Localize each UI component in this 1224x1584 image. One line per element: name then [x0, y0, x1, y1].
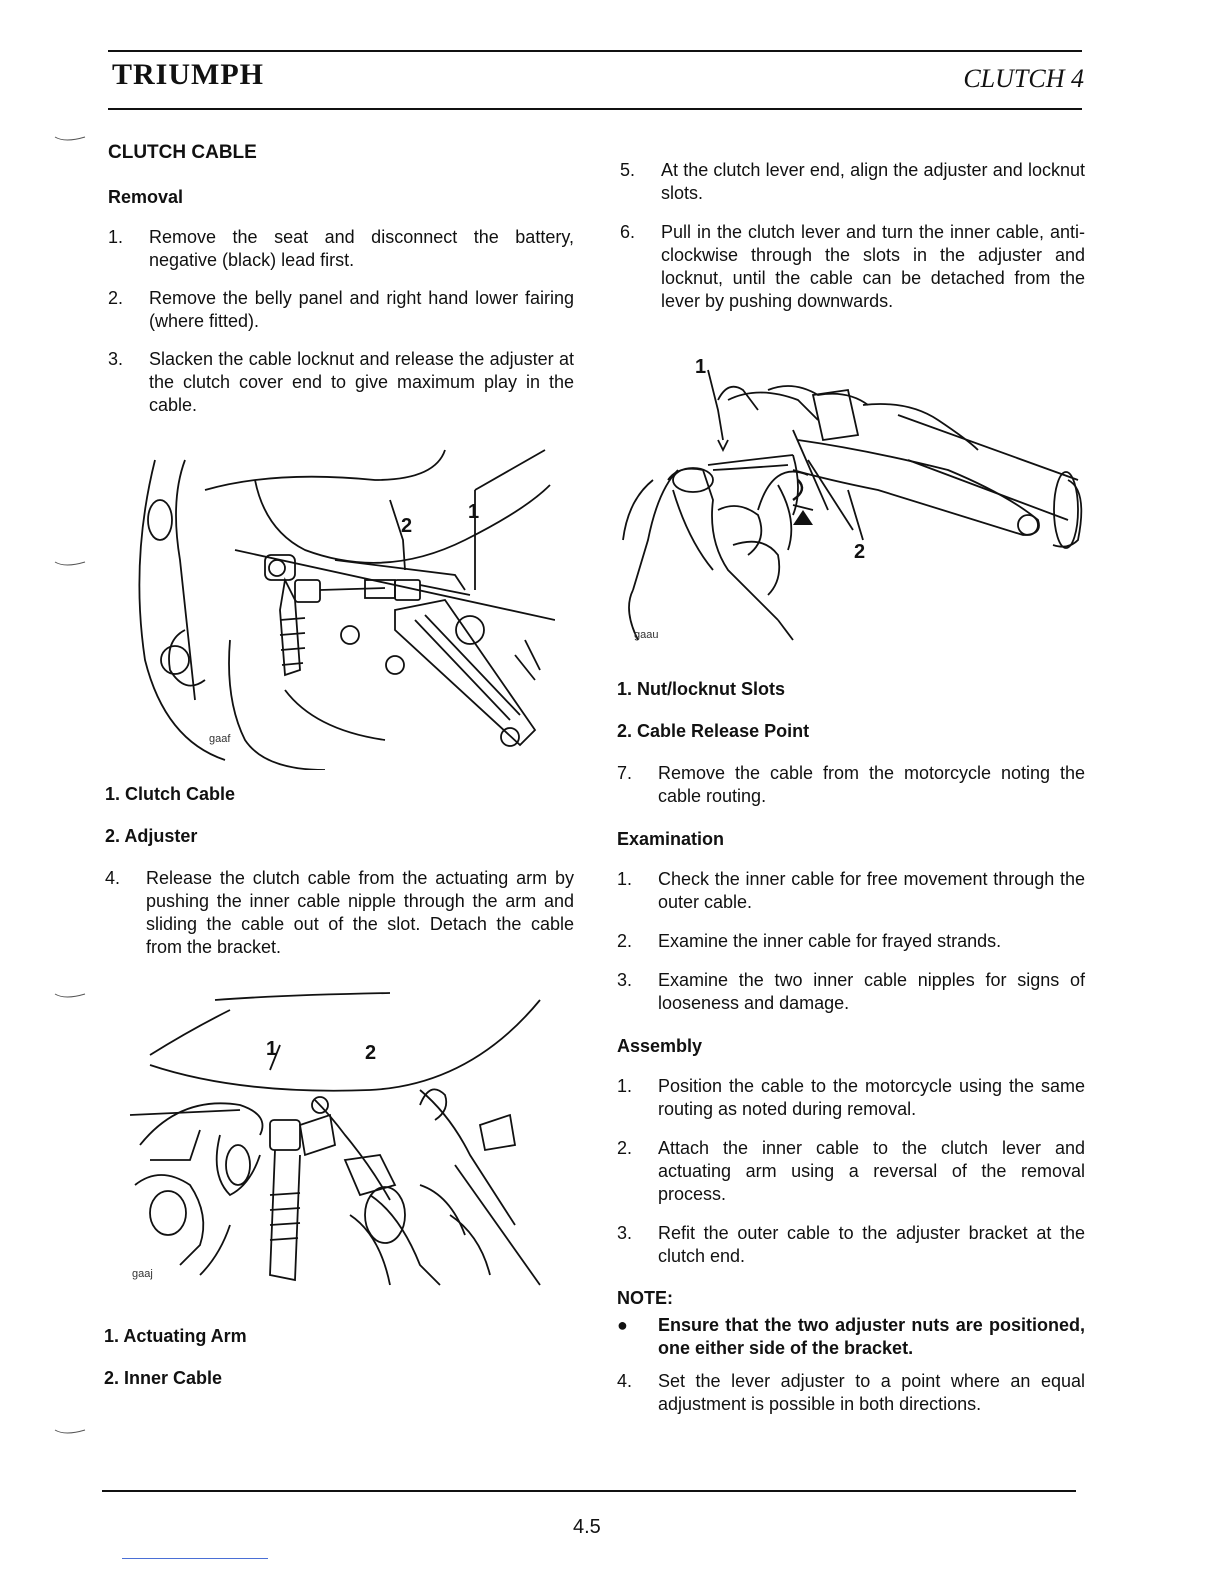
step-number: 1. [617, 869, 633, 889]
step-number: 4. [105, 868, 121, 888]
step [108, 348, 574, 417]
footer-rule [102, 1490, 1076, 1492]
left-column-captions [104, 1325, 574, 1390]
binder-mark [40, 992, 90, 1002]
step-text: Examine the two inner cable nipples for signs of looseness and damage. [658, 970, 1085, 1013]
step-number: 6. [620, 222, 636, 242]
step-text: Slacken the cable locknut and release the adjuster at the clutch cover end to give maximum play in the cable. [149, 349, 574, 415]
binder-mark [40, 1428, 90, 1438]
clutch-lever-illustration [618, 340, 1088, 660]
step-text: Attach the inner cable to the clutch lever and actuating arm using a reversal of the removal process. [658, 1138, 1085, 1204]
step-text: Remove the cable from the motorcycle noting the cable routing. [658, 763, 1085, 806]
step [617, 868, 1085, 914]
arrow-down-icon [793, 510, 813, 525]
step-text: Position the cable to the motorcycle using the same routing as noted during removal. [658, 1076, 1085, 1119]
assembly-steps [617, 1075, 1085, 1268]
figure-caption: 1. Actuating Arm [104, 1326, 247, 1346]
callout-1: 1 [266, 1038, 278, 1060]
callout-2: 2 [401, 515, 413, 537]
step-number: 2. [617, 1138, 633, 1158]
figure-caption: 2. Adjuster [105, 826, 198, 846]
step-text: Release the clutch cable from the actuating arm by pushing the inner cable nipple through the arm and sliding the cable out of the slot. Detach the cable from the bracket. [146, 868, 574, 957]
step [105, 867, 574, 959]
step-text: Set the lever adjuster to a point where an equal adjustment is possible in both directions. [658, 1371, 1085, 1414]
step [617, 1075, 1085, 1121]
step [617, 1222, 1085, 1268]
bullet-icon: ● [617, 1315, 628, 1335]
assembly-heading: Assembly [617, 1036, 703, 1056]
examination-heading: Examination [617, 829, 725, 849]
step-text: Check the inner cable for free movement through the outer cable. [658, 869, 1085, 912]
actuating-arm-illustration [120, 985, 550, 1295]
note-text: Ensure that the two adjuster nuts are positioned, one either side of the bracket. [658, 1315, 1085, 1358]
step [617, 1137, 1085, 1206]
figure-caption: 1. Clutch Cable [105, 784, 236, 804]
clutch-cable-illustration [125, 440, 555, 770]
step-text: Pull in the clutch lever and turn the inner cable, anti-clockwise through the slots in the adjuster and locknut, until the cable can be detached from the lever by pushing downwards. [661, 222, 1085, 311]
left-column-lower [105, 783, 574, 959]
callout-2: 2 [854, 541, 866, 563]
right-column-lower [617, 678, 1085, 1416]
step-text: At the clutch lever end, align the adjuster and locknut slots. [661, 160, 1085, 203]
step [108, 226, 574, 272]
scan-artifact-line [122, 1558, 268, 1559]
header-bottom-rule [108, 108, 1082, 110]
callout-1: 1 [695, 356, 707, 378]
figure-clutch-cable-adjuster [125, 440, 555, 770]
step-number: 5. [620, 160, 636, 180]
section-title: CLUTCH CABLE [108, 142, 257, 163]
page-number: 4.5 [573, 1516, 601, 1538]
chapter-title: CLUTCH 4 [963, 64, 1084, 93]
callout-2: 2 [365, 1042, 377, 1064]
step-number: 3. [617, 1223, 633, 1243]
header-top-rule [108, 50, 1082, 52]
note-item [617, 1314, 1085, 1360]
figure-caption: 1. Nut/locknut Slots [617, 679, 786, 699]
step-text: Remove the belly panel and right hand lower fairing (where fitted). [149, 288, 574, 331]
step [108, 287, 574, 333]
step [617, 969, 1085, 1015]
step-number: 1. [108, 227, 124, 247]
step-text: Refit the outer cable to the adjuster bracket at the clutch end. [658, 1223, 1085, 1266]
step [620, 221, 1085, 313]
examination-steps [617, 868, 1085, 1015]
figure-caption: 2. Cable Release Point [617, 721, 810, 741]
figure-lever-slots [618, 340, 1088, 660]
step [617, 1370, 1085, 1416]
step-number: 3. [617, 970, 633, 990]
triumph-logo: TRIUMPH [112, 58, 264, 91]
figure-actuating-arm [120, 985, 550, 1295]
note-label: NOTE: [617, 1288, 673, 1308]
removal-steps [108, 226, 574, 417]
figure-code: gaaj [132, 1268, 153, 1280]
figure-caption: 2. Inner Cable [104, 1368, 223, 1388]
left-column [108, 141, 574, 417]
step-number: 3. [108, 349, 124, 369]
figure-code: gaau [634, 629, 659, 641]
figure-code: gaaf [209, 733, 231, 745]
step [617, 762, 1085, 808]
step-number: 2. [617, 931, 633, 951]
step-number: 1. [617, 1076, 633, 1096]
removal-heading: Removal [108, 187, 184, 207]
step-text: Examine the inner cable for frayed strands. [658, 931, 1002, 951]
binder-mark [40, 135, 90, 145]
step [617, 930, 1085, 953]
step-text: Remove the seat and disconnect the battery, negative (black) lead first. [149, 227, 574, 270]
right-column-top [620, 159, 1085, 313]
callout-1: 1 [468, 501, 480, 523]
step [620, 159, 1085, 205]
step-number: 4. [617, 1371, 633, 1391]
step-number: 7. [617, 763, 633, 783]
step-number: 2. [108, 288, 124, 308]
binder-mark [40, 560, 90, 570]
